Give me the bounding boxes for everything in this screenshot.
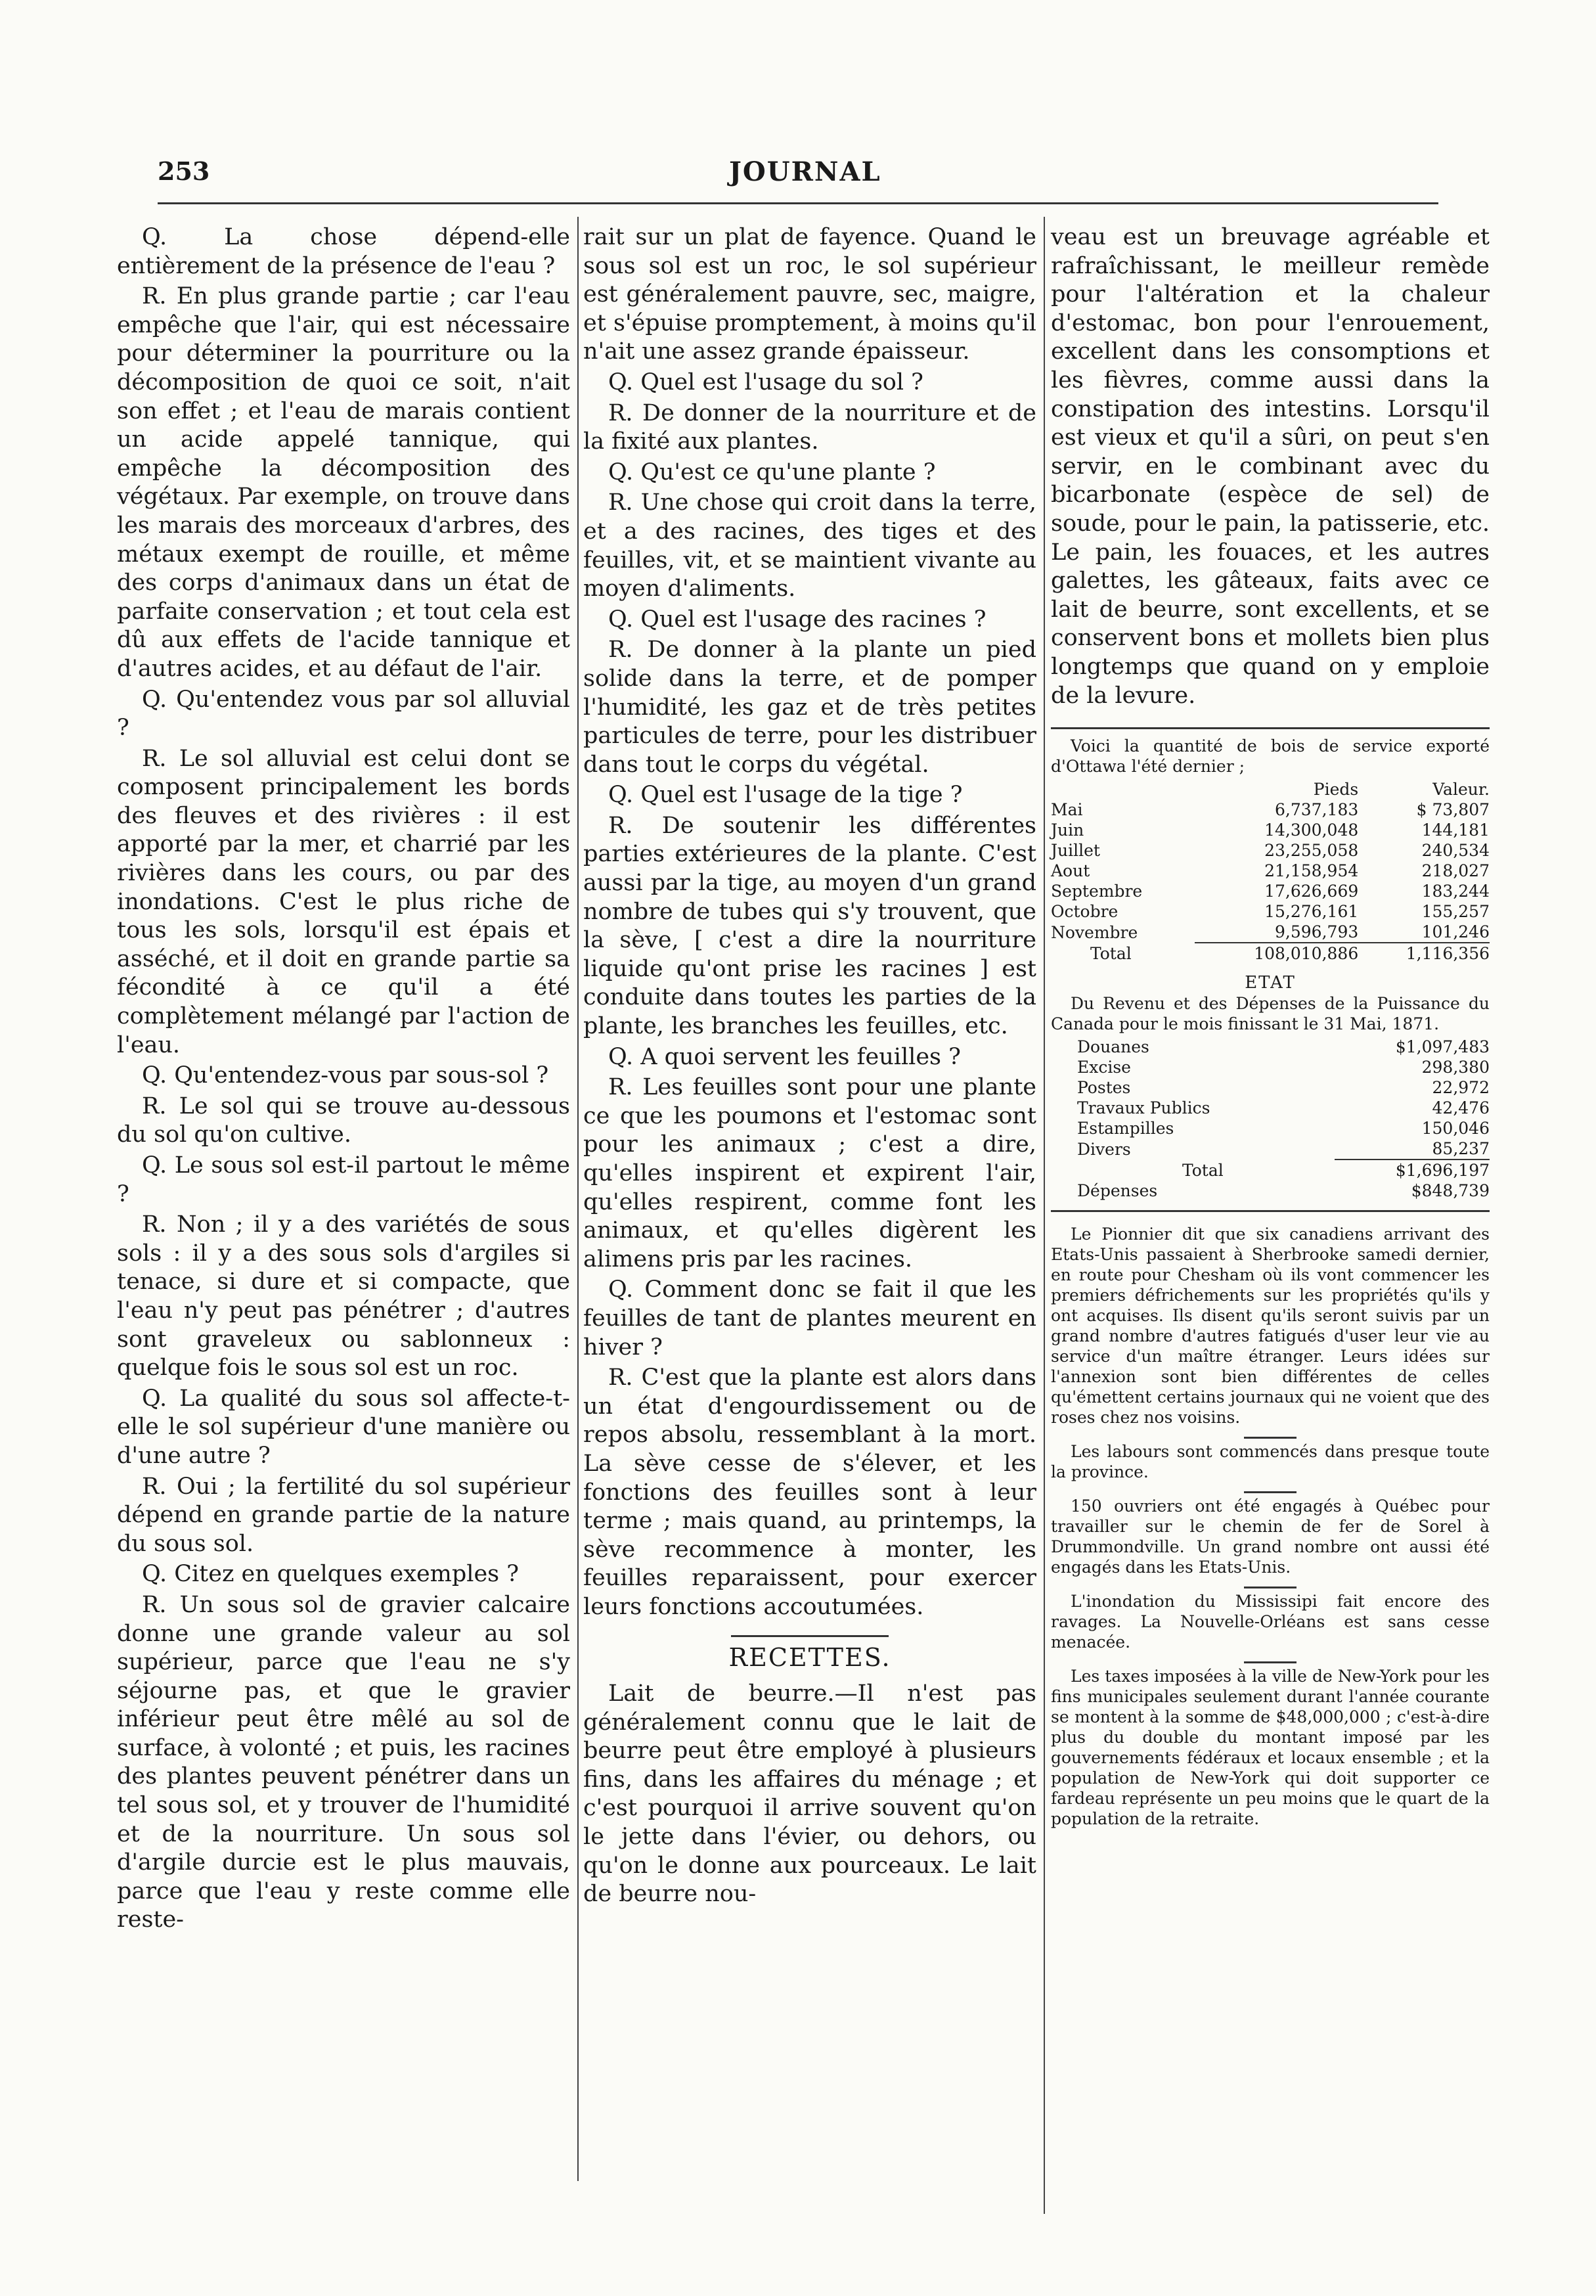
table-row — [1051, 1118, 1490, 1138]
etat-value: 22,972 — [1432, 1078, 1490, 1098]
column-1 — [117, 223, 570, 1937]
bois-total-row — [1051, 943, 1490, 964]
bois-pieds: 15,276,161 — [1264, 902, 1359, 922]
page-number: 253 — [158, 156, 210, 186]
bois-pieds: 21,158,954 — [1264, 861, 1359, 881]
bois-header-row — [1051, 779, 1490, 799]
section-rule — [1051, 727, 1490, 729]
news-items — [1051, 1224, 1490, 1829]
column-2 — [583, 223, 1036, 1911]
etat-heading: ETAT — [1245, 973, 1296, 993]
col2-paragraph: R. C'est que la plante est alors dans un état d'engourdissement ou de repos absolu, ressemblant à la mort. La sève cesse de s'élever, et les fonctions des feuilles sont à leur terme ; mais quand, au printemps, la sève recommence à monter, les feuilles reparaissent, pour exercer leurs fonctions accoutumées. — [583, 1364, 1036, 1620]
table-row — [1051, 1138, 1490, 1159]
col2-paragraph: Q. Quel est l'usage du sol ? — [608, 369, 923, 395]
bois-section — [1051, 736, 1490, 1829]
bois-valeur: 183,244 — [1421, 882, 1490, 901]
news-separator — [1244, 1491, 1297, 1493]
etat-label: Douanes — [1077, 1037, 1149, 1057]
bois-intro: Voici la quantité de bois de service exporté d'Ottawa l'été dernier ; — [1051, 736, 1490, 777]
table-row — [1051, 799, 1490, 820]
recettes-rule — [731, 1635, 889, 1637]
bois-mois: Juillet — [1051, 841, 1100, 861]
table-row — [1051, 840, 1490, 861]
recettes-heading: RECETTES. — [728, 1642, 891, 1672]
bois-mois: Octobre — [1051, 902, 1119, 922]
header-rule — [158, 202, 1438, 204]
bois-pieds: 6,737,183 — [1275, 800, 1359, 820]
column-3 — [1051, 223, 1490, 1829]
bois-pieds: 23,255,058 — [1264, 841, 1359, 861]
col2-paragraph: Q. Quel est l'usage des racines ? — [608, 606, 986, 633]
bois-valeur: 155,257 — [1421, 902, 1490, 922]
journal-title: JOURNAL — [729, 156, 881, 187]
column-divider-2 — [1044, 217, 1045, 2214]
news-item: 150 ouvriers ont été engagés à Québec pour travailler sur le chemin de fer de Sorel à Drummondville. Un grand nombre ont aussi été engagés dans les Etats-Unis. — [1051, 1497, 1490, 1577]
col2-paragraph: Q. A quoi servent les feuilles ? — [608, 1043, 961, 1070]
bois-valeur: 101,246 — [1421, 922, 1490, 942]
bois-mois: Aout — [1051, 861, 1090, 881]
col2-paragraph: R. De soutenir les différentes parties extérieures de la plante. C'est aussi par la tige, au moyen d'un grand nombre de tubes qui s'y trouvent, que la sève, [ c'est a dire la nourriture liquide qu'ont prise les racines ] est conduite dans toutes les parties de la plante, les branches les feuilles, etc. — [583, 812, 1036, 1040]
col2-paragraph: R. De donner à la plante un pied solide dans la terre, et de pomper l'humidité, les gaz et de très petites particules de terre, pour les distribuer dans tout le corps du végétal. — [583, 637, 1036, 778]
table-row — [1051, 922, 1490, 943]
bois-pieds: 14,300,048 — [1264, 821, 1359, 840]
etat-label: Postes — [1077, 1078, 1131, 1098]
table-row — [1051, 820, 1490, 840]
col1-paragraph: R. Oui ; la fertilité du sol supérieur dépend en grande partie de la nature du sous sol. — [117, 1473, 570, 1557]
col2-paragraph: R. De donner de la nourriture et de la fixité aux plantes. — [583, 399, 1036, 455]
table-row — [1051, 881, 1490, 901]
etat-depenses-label: Dépenses — [1077, 1181, 1158, 1201]
col1-paragraph: R. En plus grande partie ; car l'eau empêche que l'air, qui est nécessaire pour déterminer la pourriture ou la décomposition de quoi ce soit, n'ait son effet ; et l'eau de marais contient un acide appelé tannique, qui empêche la décomposition des végétaux. Par exemple, on trouve dans les marais des morceaux d'arbres, des métaux exempt de rouille, et même des corps d'animaux dans un état de parfaite conservation ; et tout cela est dû aux effets de l'acide tannique et d'autres acides, et au défaut de l'air. — [117, 283, 570, 682]
col2-paragraph: R. Les feuilles sont pour une plante ce que les poumons et l'estomac sont pour les animaux ; c'est a dire, qu'elles inspirent et expirent l'air, qu'elles respirent, comme font les animaux, et qu'elles digèrent les alimens pris par les racines. — [583, 1074, 1036, 1272]
bois-total-label: Total — [1090, 943, 1132, 963]
col3-continuation: veau est un breuvage agréable et rafraîchissant, le meilleur remède pour l'altération et la chaleur d'estomac, bon pour l'enrouement, excellent dans les consomptions et les fièvres, comme aussi dans la constipation des intestins. Lorsqu'il est vieux et qu'il a sûri, on peut s'en servir, en le combinant avec du bicarbonate (espèce de sel) de soude, pour le pain, la patisserie, etc. Le pain, les fouaces, et les autres galettes, les gâteaux, faits avec ce lait de beurre, sont excellents, et se conservent bons et mollets bien plus longtemps que quand on y emploie de la levure. — [1051, 224, 1490, 709]
col2-paragraph: rait sur un plat de fayence. Quand le sous sol est un roc, le sol supérieur est généralement pauvre, sec, maigre, et s'épuise promptement, à moins qu'il n'ait une assez grande épaisseur. — [583, 224, 1036, 365]
col1-paragraph: Q. La chose dépend-elle entièrement de la présence de l'eau ? — [117, 224, 570, 279]
etat-total-label: Total — [1182, 1160, 1224, 1180]
etat-table — [1051, 1037, 1490, 1201]
news-item: Les labours sont commencés dans presque toute la province. — [1051, 1442, 1490, 1482]
recettes-paragraph: Lait de beurre.—Il n'est pas généralement connu que le lait de beurre peut être employé à plusieurs fins, dans les affaires du ménage ; et c'est pourquoi il arrive souvent qu'on le jette dans l'évier, ou dehors, ou qu'on le donne aux pourceaux. Le lait de beurre nou- — [583, 1680, 1036, 1908]
bois-valeur: 240,534 — [1421, 841, 1490, 861]
etat-value: 150,046 — [1421, 1119, 1490, 1138]
news-item: Le Pionnier dit que six canadiens arrivant des Etats-Unis passaient à Sherbrooke samedi dernier, en route pour Chesham où ils vont commencer les premiers défrichements sur les propriétés qu'ils y ont acquises. Ils disent qu'ils seront suivis par un grand nombre d'autres fatigués d'user leur vie au service d'un maître étranger. Leurs idées sur l'annexion sont bien différentes de celles qu'émettent certains journaux qui ne voient que des roses chez nos voisins. — [1051, 1225, 1490, 1428]
bois-mois: Novembre — [1051, 922, 1138, 942]
col1-paragraph: Q. Le sous sol est-il partout le même ? — [117, 1152, 570, 1207]
etat-label: Estampilles — [1077, 1119, 1174, 1138]
col1-paragraph: R. Non ; il y a des variétés de sous sols : il y a des sous sols d'argiles si tenace, si dure et si compacte, que l'eau n'y peut pas pénétrer ; d'autres sont graveleux ou sablonneux : quelque fois le sous sol est un roc. — [117, 1211, 570, 1382]
bois-pieds: 17,626,669 — [1264, 882, 1359, 901]
etat-label: Excise — [1077, 1058, 1131, 1077]
table-row — [1051, 1057, 1490, 1077]
bois-mois: Septembre — [1051, 882, 1143, 901]
bois-table — [1051, 779, 1490, 964]
etat-intro: Du Revenu et des Dépenses de la Puissance du Canada pour le mois finissant le 31 Mai, 1871. — [1051, 994, 1490, 1034]
bois-valeur: $ 73,807 — [1416, 800, 1490, 820]
etat-depenses-row — [1051, 1181, 1490, 1201]
etat-label: Travaux Publics — [1077, 1098, 1210, 1118]
etat-value: $1,097,483 — [1395, 1037, 1490, 1057]
news-separator — [1244, 1661, 1297, 1663]
bois-col-valeur: Valeur. — [1432, 780, 1490, 799]
col1-paragraph: Q. Citez en quelques exemples ? — [142, 1561, 520, 1588]
col1-paragraph: R. Le sol qui se trouve au-dessous du sol qu'on cultive. — [117, 1092, 570, 1148]
table-row — [1051, 861, 1490, 881]
bois-mois: Juin — [1051, 821, 1084, 840]
table-row — [1051, 1098, 1490, 1118]
etat-value: 42,476 — [1432, 1098, 1490, 1118]
col1-paragraph: R. Un sous sol de gravier calcaire donne une grande valeur au sol supérieur, parce que l'eau ne s'y séjourne pas, et que le gravier inférieur peut être mêlé au sol de surface, à volonté ; et puis, les racines des plantes peuvent pénétrer dans un tel sous sol, et y trouver de l'humidité et de la nourriture. Un sous sol d'argile durcie est le plus mauvais, parce que l'eau y reste comme elle reste- — [117, 1591, 570, 1933]
bois-mois: Mai — [1051, 800, 1083, 820]
news-item: L'inondation du Mississipi fait encore des ravages. La Nouvelle-Orléans est sans cesse menacée. — [1051, 1592, 1490, 1652]
bois-total-valeur: 1,116,356 — [1358, 943, 1490, 964]
col2-paragraph: R. Une chose qui croit dans la terre, et a des racines, des tiges et des feuilles, vit, et se maintient vivante au moyen d'aliments. — [583, 489, 1036, 602]
col1-paragraph: Q. Qu'entendez-vous par sous-sol ? — [142, 1062, 549, 1089]
col2-paragraph: Q. Comment donc se fait il que les feuilles de tant de plantes meurent en hiver ? — [583, 1276, 1036, 1361]
bois-valeur: 218,027 — [1421, 861, 1490, 881]
bois-total-pieds: 108,010,886 — [1195, 943, 1359, 964]
etat-total-value: $1,696,197 — [1335, 1159, 1490, 1181]
etat-depenses-value: $848,739 — [1411, 1181, 1490, 1201]
section-rule — [1051, 1210, 1490, 1212]
table-row — [1051, 1077, 1490, 1098]
table-row — [1051, 1037, 1490, 1057]
etat-value: 85,237 — [1432, 1139, 1490, 1159]
col1-paragraph: Q. La qualité du sous sol affecte-t-elle le sol supérieur d'une manière ou d'une autre ? — [117, 1385, 570, 1469]
col1-paragraph: R. Le sol alluvial est celui dont se composent principalement les bords des fleuves et des rivières : il est apporté par la mer, et charrié par les rivières dans les cours, ou par des inondations. C'est le plus riche de tous les sols, lorsqu'il est épais et asséché, et il doit en grande partie sa fécondité à ce qu'il a été complètement mélangé par l'action de l'eau. — [117, 745, 570, 1058]
news-item: Les taxes imposées à la ville de New-York pour les fins municipales seulement durant l'année courante se montent à la somme de $48,000,000 ; c'est-à-dire plus du double du montant imposé par les gouvernements fédéraux et locaux ensemble ; et la population de New-York qui doit supporter ce fardeau représente un peu moins que le quart de la population de la retraite. — [1051, 1667, 1490, 1829]
etat-value: 298,380 — [1421, 1058, 1490, 1077]
etat-total-row — [1051, 1159, 1490, 1181]
col2-paragraph: Q. Quel est l'usage de la tige ? — [608, 782, 963, 809]
table-row — [1051, 901, 1490, 922]
news-separator — [1244, 1437, 1297, 1439]
bois-pieds: 9,596,793 — [1275, 922, 1359, 942]
col1-paragraph: Q. Qu'entendez vous par sol alluvial ? — [117, 686, 570, 742]
news-separator — [1244, 1587, 1297, 1588]
etat-label: Divers — [1077, 1139, 1131, 1159]
page-header — [158, 156, 1438, 196]
bois-col-pieds: Pieds — [1313, 780, 1359, 799]
col2-paragraph: Q. Qu'est ce qu'une plante ? — [608, 459, 936, 485]
column-divider-1 — [577, 217, 579, 2181]
bois-valeur: 144,181 — [1421, 821, 1490, 840]
